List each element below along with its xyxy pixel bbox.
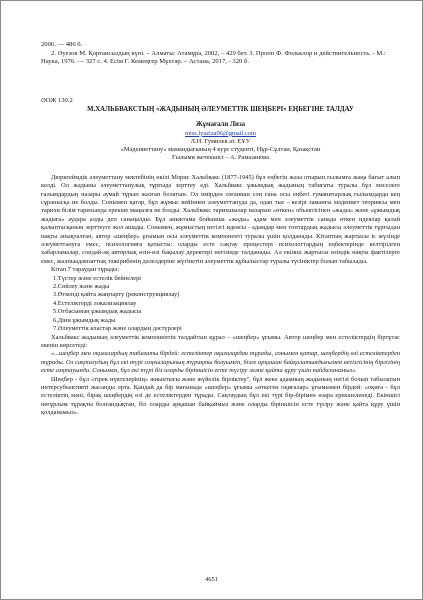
chapter-list xyxy=(41,275,400,334)
affiliation-line: Л.Н. Гумилев ат. ЕҰУ xyxy=(190,137,251,145)
body-paragraph: Шеңбер - бұл «тірек нүктелерінің» жиынтығы және жүйелік бірліктер", бұл жеке адамның жадының негізі болып табылатын интерсубъективті жасанды орта. Қандай да бір мағынада «шеңбер» ұғымы «өткеген оқиғалар» ұғымымен бірдей: «оқиға - бұл естеліктің мәні, бірақ шеңбердің өзі де естеліктерден тұрады. Сақтаудың бұл екі түрі бір-бірімен өзара ерекшеленеді. Екіншісі неғұрлым тұрақты болғандықтан, біз оларды арқашан байқаймыз және оларды біріншісін есте түсіру және қайта құру үшін қолданамыз». xyxy=(41,375,400,417)
quote-paragraph: «...шеңбер мен оқиғалардың табиғаты бірдей: естеліктер оқиғалардан тұрады, сонымен қатар, шеңбердің өзі естеліктерден тұрады. Ол сақталудың бұл екі түрі соңғыларының түрақты болуымен, бізге арқашан байқалатындығымен негізгісінің бірлігінің есте сақтауында. Сонымен, бұл екі түрі біз оларды біріншісін есте түсіру және қайта құру үшін пайдаланамыз». xyxy=(41,350,400,375)
list-item: 2.Сөйлеу және жады xyxy=(53,283,110,291)
affiliation-line: Ғылыми жетекшісі – А. Рамазанова xyxy=(172,153,269,161)
list-item: 1.Түстер және естелік бейнелері xyxy=(53,274,142,282)
body-paragraph: Дюркгеймдік әлеуметтану мектебінің өкілі Морис Хальбвакс (1877-1945) бұл еңбегін жаза отырып ғылымға жаңа бағыт алып келді. Ол жадыны әлеуметтанулық тұрғыда зерттеу еді. Хальбвакс ұжымдық жадының табиғаты туралы бұл мәселеге ғалымдардың назары аумай тұрып жазған болатын. Ол өмірден озғаннан соң ғана осы еңбегі гуманитарлық ғылымдарда кең сұранысқа ие болды. Сонымен қатар, бұл жұмыс кейіннен әлеуметтануда да, одан тыс - кезірі заманғы мәдениет теориясы мен тарихи білім тарихында ерекше маңызға ие болды. Хальбвакс тарихшылар назарын «өткен» объектісінен «жады» және «ұжымдық жадыға» аудара алды деп санаңалды. Бұл аныктама бойынша «жады» адам мен әлеуметтік санада өткен идеялар қалай қалыптасқанын зерттеуге жол ашады. Сонымен, жұмыстың негізгі идеясы - адамдар мен топтардың жадысы әлеуметтік тұрғыдан нақты анықталған, автор «шеңбер» ұғымын осы әлеуметтік компоненті туралы үшін қолданады. Кітаптың жартысы іс жүзінде әлеуметтануға емес, психологияға қатысты: оларды есте сақтау процестері психологтардың еңбектерінде келтірілген хабарламалар, сондай-ақ авторлық өзін-өзі бақылау деректері негізінде талданады. Ал екінші жартысы өзіндік нақты фактілерге емес, жалпыадамзаттық тәжірибенің дәлелдеріне жүгінетін әлеуметтік құбылыстар туралы түсініктер болып табылады. xyxy=(41,173,400,265)
udc-code: ӘОЖ 130.2 xyxy=(41,96,73,104)
article-title: М.ХАЛЬБВАКСТЫҢ «ЖАДЫНЫҢ ӘЛЕУМЕТТІК ШЕҢБЕРІ» ЕҢБЕГІНЕ ТАЛДАУ xyxy=(87,105,354,113)
author-name: Жұмағали Лиза xyxy=(195,121,246,129)
affiliation-line: «Мәдениеттану» мамандығының 4 курс студенті, Нұр-Сұлтан, Қазақстан xyxy=(120,145,321,153)
reference-list xyxy=(41,41,400,67)
article-body xyxy=(41,174,400,418)
list-item: 4.Естеліктерді локализациялау xyxy=(53,299,137,307)
page-number: 4651 xyxy=(205,576,218,583)
author-email-link[interactable]: miss.lyaziza06@gmail.com xyxy=(185,129,256,137)
list-item: 3.Өткенді қайта жаңғырту (реконструкциялау) xyxy=(53,291,180,299)
list-item: 6.Діни ұжымдық жады xyxy=(53,316,116,324)
reference-line: 2. Әуезов М. Қорғансыздың күні. – Алматы: Атамұра, 2002, – 429 бет. 3. Пропп Ф. Фольклор и действительность. - М.: Наука, 1976. — 327 с. 4. Есім Г. Кемеңгер Мұхтар. – Астана, 2017, - 320 б. xyxy=(41,49,386,66)
list-item: 7.Әлеуметтік кластар және олардың дәстүрлері xyxy=(53,325,182,333)
page-content xyxy=(41,41,400,418)
reference-line: 2006. — 486 б. xyxy=(41,41,83,48)
body-paragraph: Хальбвакс жадының әлеуметтік компонентін талдайтын құрал – «шеңбер» ұғымы. Автор шеңбер мен естеліктердің біртұтас екенін көрсетеді: xyxy=(41,333,400,349)
list-item: 5.Отбасының ұжымдық жадысы xyxy=(53,308,142,316)
body-paragraph: Кітап 7 тараудан тұрады: xyxy=(51,266,120,274)
